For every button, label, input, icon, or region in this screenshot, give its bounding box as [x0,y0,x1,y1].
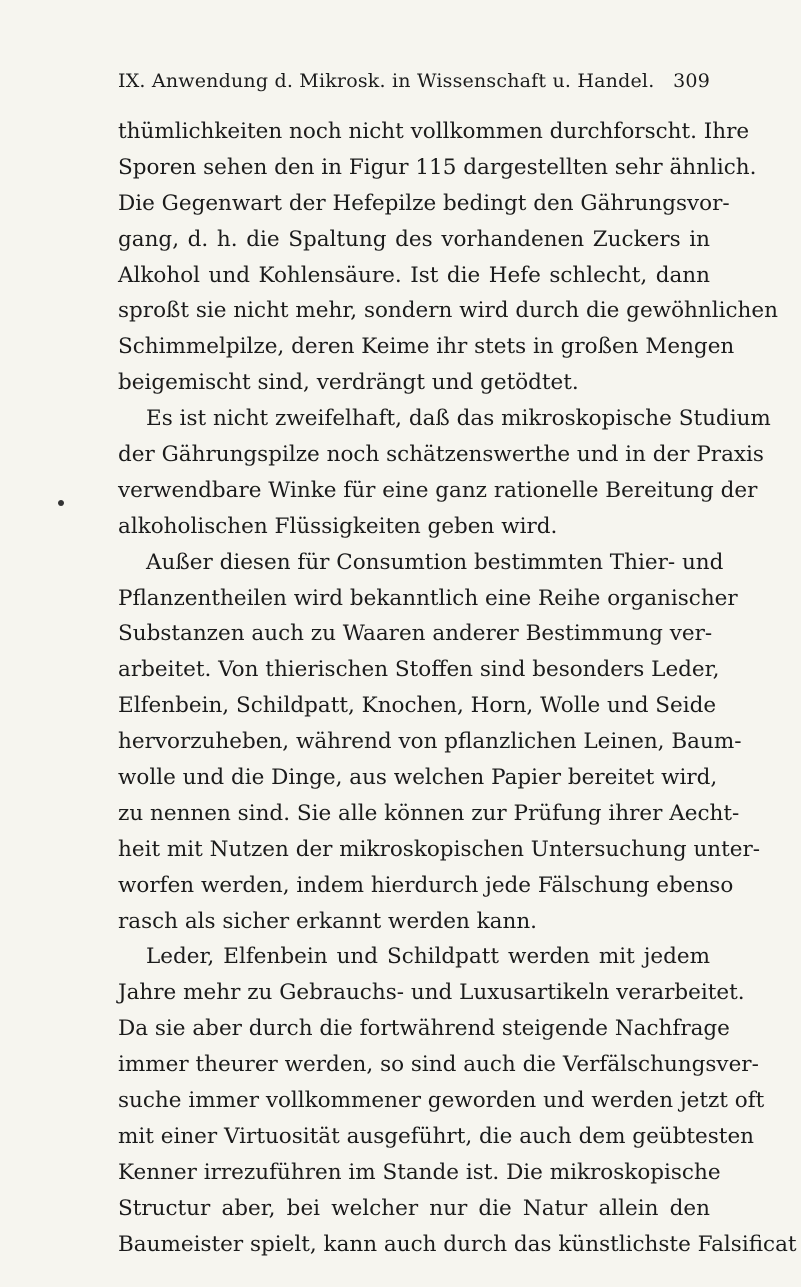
text-line: verwendbare Winke für eine ganz rationelle Bereitung der [118,477,758,503]
header-divider [118,102,710,103]
text-line: Da sie aber durch die fortwährend steigende Nachfrage [118,1016,730,1042]
text-line: Elfenbein, Schildpatt, Knochen, Horn, Wolle und Seide [118,693,717,719]
text-line: Substanzen auch zu Waaren anderer Bestimmung ver- [118,621,713,647]
text-line: Structur aber, bei welcher nur die Natur allein den [118,1195,710,1221]
text-line: hervorzuheben, während von pflanzlichen Leinen, Baum- [118,729,742,755]
text-line: Pflanzentheilen wird bekanntlich eine Reihe organischer [118,585,738,611]
text-line: immer theurer werden, so sind auch die Verfälschungsver- [118,1052,759,1078]
text-line: wolle und die Dinge, aus welchen Papier bereitet wird, [118,765,718,791]
text-line: Sporen sehen den in Figur 115 dargestellten sehr ähnlich. [118,154,757,180]
running-head [118,70,710,100]
text-line: rasch als sicher erkannt werden kann. [118,908,538,934]
text-line: beigemischt sind, verdrängt und getödtet. [118,370,579,396]
text-line: gang, d. h. die Spaltung des vorhandenen Zuckers in [118,226,710,252]
running-head-title: IX. Anwendung d. Mikrosk. in Wissenschaft u. Handel. [118,70,655,92]
text-line: heit mit Nutzen der mikroskopischen Untersuchung unter- [118,836,761,862]
text-line: der Gährungspilze noch schätzenswerthe und in der Praxis [118,442,764,468]
text-line: Schimmelpilze, deren Keime ihr stets in großen Mengen [118,334,735,360]
text-line: Kenner irrezuführen im Stande ist. Die mikroskopische [118,1159,721,1185]
margin-mark [58,500,64,506]
text-line: alkoholischen Flüssigkeiten geben wird. [118,513,558,539]
text-line: mit einer Virtuosität ausgeführt, die auch dem geübtesten [118,1123,755,1149]
text-line: sproßt sie nicht mehr, sondern wird durch die gewöhnlichen [118,298,778,324]
page-number: 309 [673,70,710,92]
body-text [118,114,797,1263]
text-line: suche immer vollkommener geworden und werden jetzt oft [118,1088,765,1114]
text-line: thümlichkeiten noch nicht vollkommen durchforscht. Ihre [118,119,750,144]
text-line: Alkohol und Kohlensäure. Ist die Hefe schlecht, dann [118,262,710,288]
text-line: zu nennen sind. Sie alle können zur Prüfung ihrer Aecht- [118,800,740,826]
text-line: Es ist nicht zweifelhaft, daß das mikroskopische Studium [146,406,771,432]
text-line: Leder, Elfenbein und Schildpatt werden mit jedem [146,944,710,970]
text-line: Außer diesen für Consumtion bestimmten Thier- und [146,549,724,575]
text-line: Baumeister spielt, kann auch durch das künstlichste Falsificat [118,1231,797,1257]
text-line: Jahre mehr zu Gebrauchs- und Luxusartikeln verarbeitet. [118,980,745,1006]
text-line: worfen werden, indem hierdurch jede Fälschung ebenso [118,872,734,898]
text-line: arbeitet. Von thierischen Stoffen sind besonders Leder, [118,657,720,683]
text-line: Die Gegenwart der Hefepilze bedingt den Gährungsvor- [118,190,730,216]
